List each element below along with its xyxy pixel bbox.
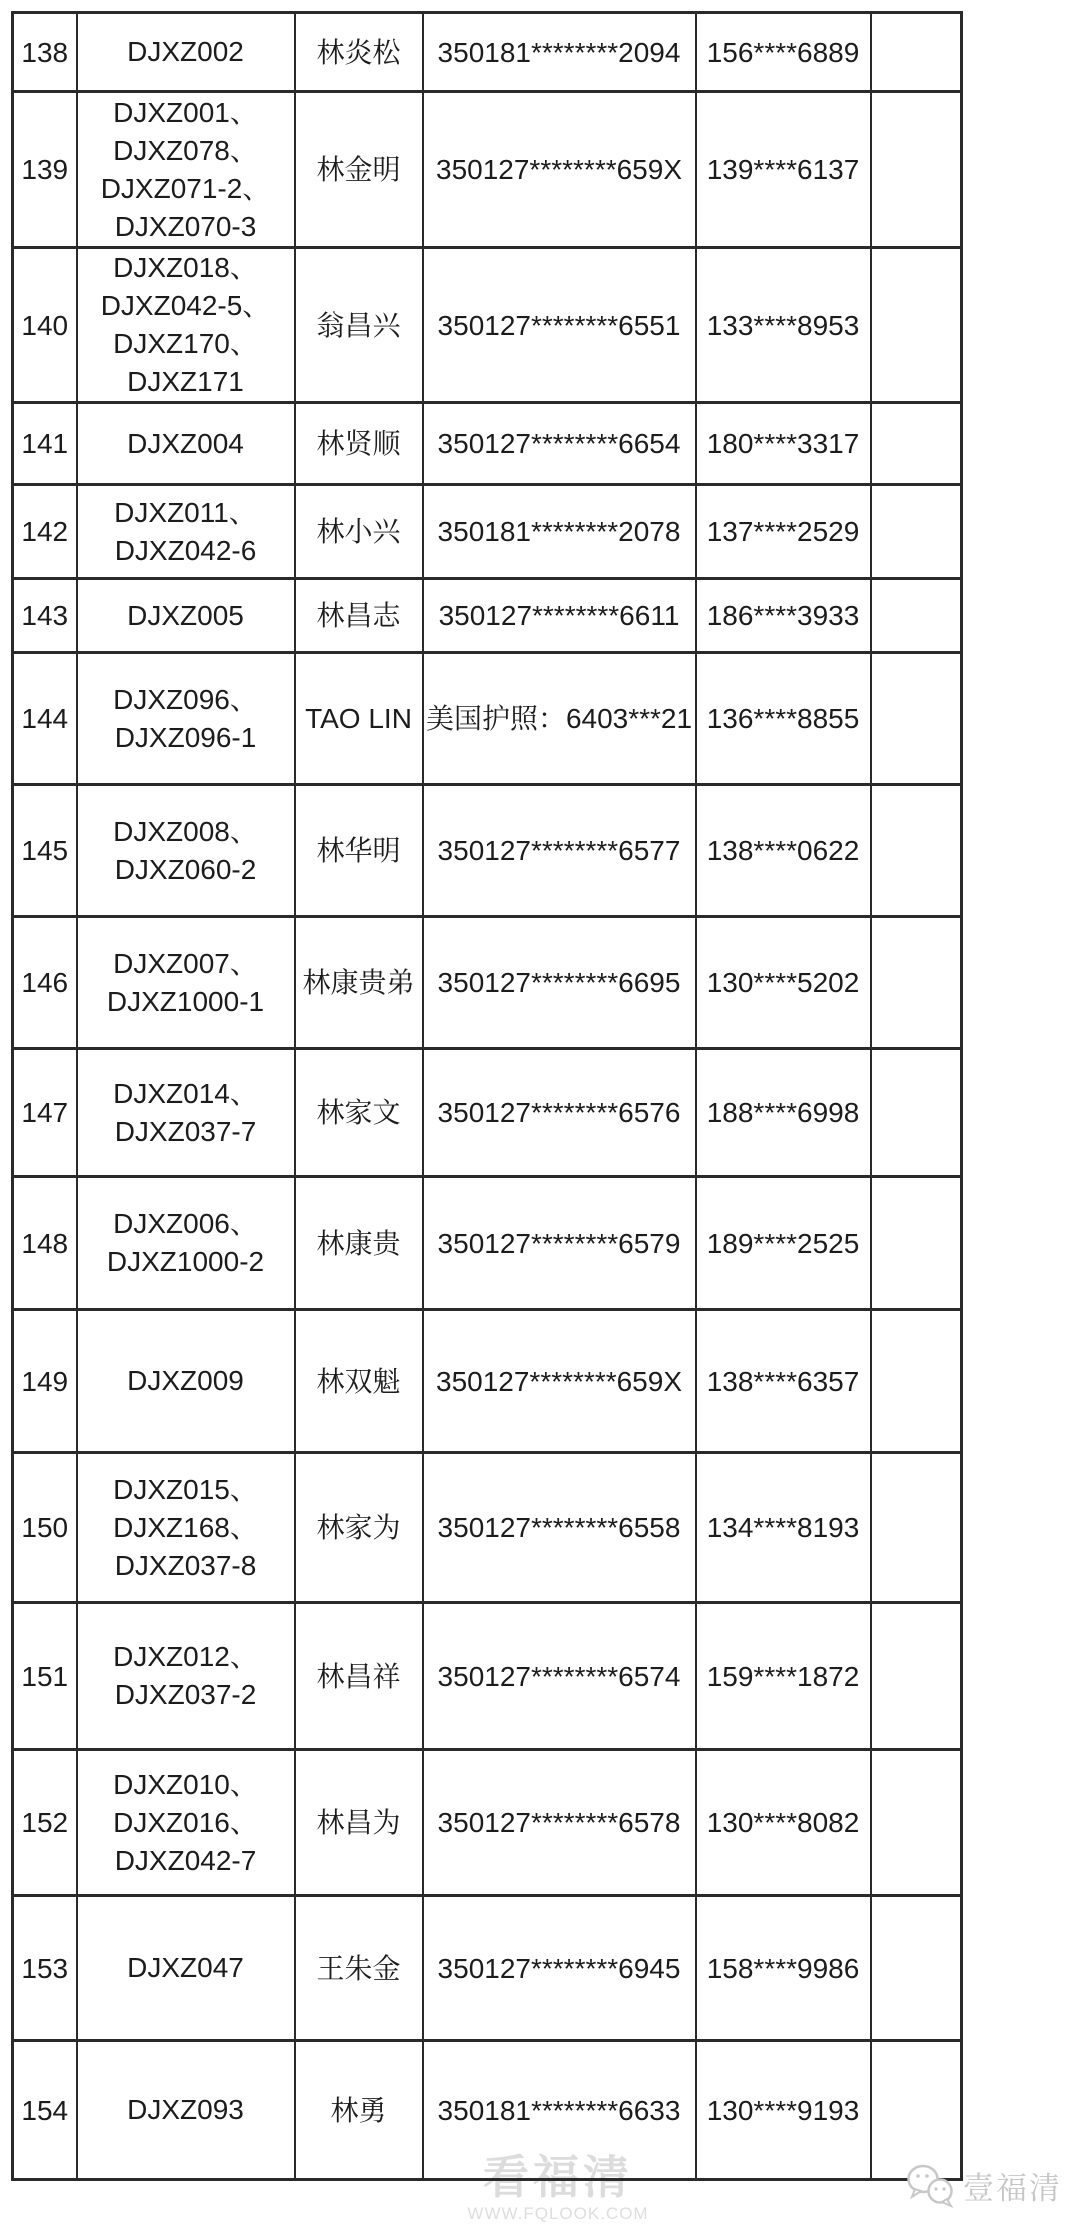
row-number-cell: 143 [13,579,77,653]
person-name-cell: 林小兴 [295,485,423,579]
case-code-line: DJXZ011、 [114,496,257,528]
note-cell [871,1896,962,2041]
case-code-line: DJXZ1000-1 [106,985,265,1017]
case-code-line: DJXZ078、 [113,134,258,166]
note-cell [871,403,962,485]
table-row [13,1603,962,1750]
case-codes-cell [77,653,295,785]
row-number-cell: 142 [13,485,77,579]
phone-number-cell: 139****6137 [696,92,871,248]
note-cell [871,1453,962,1603]
table-row [13,1177,962,1310]
case-codes-cell [77,92,295,248]
case-code-line: DJXZ007、 [113,947,258,979]
case-code-line: DJXZ037-7 [114,1115,257,1147]
row-number-cell: 144 [13,653,77,785]
case-code-line: DJXZ168、 [113,1511,258,1543]
table-row [13,1049,962,1177]
table-row [13,13,962,92]
case-code-line: DJXZ008、 [113,815,258,847]
id-number-cell: 350127********659X [423,1310,696,1453]
id-number-cell: 350127********6574 [423,1603,696,1750]
note-cell [871,485,962,579]
row-number-cell: 146 [13,917,77,1049]
phone-number-cell: 137****2529 [696,485,871,579]
case-code-line: DJXZ071-2、 [100,172,271,204]
row-number-cell: 140 [13,248,77,403]
row-number-cell: 148 [13,1177,77,1310]
case-codes-cell [77,248,295,403]
note-cell [871,917,962,1049]
id-number-cell: 350127********6654 [423,403,696,485]
phone-number-cell: 130****8082 [696,1750,871,1896]
person-name-cell: 林贤顺 [295,403,423,485]
table-row [13,485,962,579]
person-name-cell: 林勇 [295,2041,423,2180]
person-name-cell: TAO LIN [295,653,423,785]
person-name-cell: 林金明 [295,92,423,248]
person-name-cell: 翁昌兴 [295,248,423,403]
id-number-cell: 350181********2094 [423,13,696,92]
id-number-cell: 350127********6579 [423,1177,696,1310]
case-code-line: DJXZ042-6 [114,534,257,566]
case-code-line: DJXZ170、 [113,328,258,359]
phone-number-cell: 134****8193 [696,1453,871,1603]
table-row [13,785,962,917]
case-code-line: DJXZ096、 [113,683,258,715]
case-codes-cell [77,1049,295,1177]
id-number-cell: 350127********6945 [423,1896,696,2041]
phone-number-cell: 130****5202 [696,917,871,1049]
id-number-cell: 350127********6576 [423,1049,696,1177]
case-code-line: DJXZ004 [127,427,244,459]
note-cell [871,92,962,248]
row-number-cell: 152 [13,1750,77,1896]
case-code-line: DJXZ006、 [113,1208,258,1239]
phone-number-cell: 136****8855 [696,653,871,785]
case-codes-cell [77,1310,295,1453]
case-code-line: DJXZ171 [127,366,244,397]
note-cell [871,1310,962,1453]
id-number-cell: 350181********2078 [423,485,696,579]
case-code-line: DJXZ037-8 [114,1549,257,1581]
id-number-cell: 350127********6578 [423,1750,696,1896]
row-number-cell: 150 [13,1453,77,1603]
table-row [13,92,962,248]
table-row [13,653,962,785]
phone-number-cell: 186****3933 [696,579,871,653]
case-codes-cell [77,2041,295,2180]
row-number-cell: 145 [13,785,77,917]
person-name-cell: 林康贵弟 [295,917,423,1049]
row-number-cell: 139 [13,92,77,248]
person-name-cell: 林家为 [295,1453,423,1603]
phone-number-cell: 188****6998 [696,1049,871,1177]
table-row [13,1453,962,1603]
case-codes-cell [77,579,295,653]
note-cell [871,579,962,653]
table-row [13,2041,962,2180]
case-code-line: DJXZ042-7 [114,1844,257,1876]
id-number-cell: 美国护照：6403***21 [423,653,696,785]
case-code-line: DJXZ096-1 [114,721,257,753]
id-number-cell: 350127********6577 [423,785,696,917]
case-codes-cell [77,403,295,485]
note-cell [871,1049,962,1177]
note-cell [871,785,962,917]
note-cell [871,2041,962,2180]
case-code-line: DJXZ012、 [113,1641,258,1672]
id-number-cell: 350127********6695 [423,917,696,1049]
phone-number-cell: 130****9193 [696,2041,871,2180]
case-code-line: DJXZ070-3 [114,210,257,242]
person-name-cell: 林康贵 [295,1177,423,1310]
id-number-cell: 350127********6551 [423,248,696,403]
table-row [13,1310,962,1453]
case-code-line: DJXZ016、 [113,1806,258,1838]
case-code-line: DJXZ009 [127,1365,244,1396]
row-number-cell: 147 [13,1049,77,1177]
phone-number-cell: 159****1872 [696,1603,871,1750]
person-name-cell: 林昌志 [295,579,423,653]
phone-number-cell: 133****8953 [696,248,871,403]
case-code-line: DJXZ093 [127,2094,244,2125]
case-codes-cell [77,1750,295,1896]
watermark-fqlook-title: 看福清 [483,2151,633,2203]
case-codes-cell [77,485,295,579]
case-code-line: DJXZ014、 [113,1077,258,1109]
person-name-cell: 林家文 [295,1049,423,1177]
note-cell [871,248,962,403]
case-codes-cell [77,1603,295,1750]
roster-table [11,11,963,2181]
case-code-line: DJXZ060-2 [114,853,257,885]
case-codes-cell [77,1453,295,1603]
note-cell [871,13,962,92]
table-row [13,403,962,485]
note-cell [871,653,962,785]
person-name-cell: 王朱金 [295,1896,423,2041]
phone-number-cell: 180****3317 [696,403,871,485]
case-code-line: DJXZ015、 [113,1473,258,1505]
table-row [13,1896,962,2041]
table-row [13,1750,962,1896]
phone-number-cell: 158****9986 [696,1896,871,2041]
case-codes-cell [77,1177,295,1310]
case-codes-cell [77,785,295,917]
table-row [13,248,962,403]
id-number-cell: 350127********6558 [423,1453,696,1603]
person-name-cell: 林双魁 [295,1310,423,1453]
case-code-line: DJXZ010、 [113,1768,258,1800]
case-code-line: DJXZ005 [127,599,244,631]
case-code-line: DJXZ1000-2 [106,1246,265,1277]
phone-number-cell: 189****2525 [696,1177,871,1310]
watermark-fqlook-url: WWW.FQLOOK.COM [467,2204,649,2223]
row-number-cell: 154 [13,2041,77,2180]
person-name-cell: 林炎松 [295,13,423,92]
case-codes-cell [77,1896,295,2041]
case-code-line: DJXZ002 [127,36,244,67]
phone-number-cell: 138****6357 [696,1310,871,1453]
row-number-cell: 151 [13,1603,77,1750]
row-number-cell: 138 [13,13,77,92]
row-number-cell: 149 [13,1310,77,1453]
person-name-cell: 林华明 [295,785,423,917]
note-cell [871,1750,962,1896]
phone-number-cell: 138****0622 [696,785,871,917]
row-number-cell: 153 [13,1896,77,2041]
id-number-cell: 350181********6633 [423,2041,696,2180]
case-codes-cell [77,917,295,1049]
case-codes-cell [77,13,295,92]
row-number-cell: 141 [13,403,77,485]
person-name-cell: 林昌为 [295,1750,423,1896]
case-code-line: DJXZ037-2 [114,1679,257,1710]
id-number-cell: 350127********659X [423,92,696,248]
case-code-line: DJXZ018、 [113,252,258,283]
case-code-line: DJXZ042-5、 [100,290,271,321]
phone-number-cell: 156****6889 [696,13,871,92]
note-cell [871,1603,962,1750]
note-cell [871,1177,962,1310]
case-code-line: DJXZ001、 [113,96,258,128]
person-name-cell: 林昌祥 [295,1603,423,1750]
id-number-cell: 350127********6611 [423,579,696,653]
yifuqing-watermark-label: 壹福清 [963,2171,1062,2206]
case-code-line: DJXZ047 [127,1952,244,1983]
table-row [13,917,962,1049]
table-row [13,579,962,653]
